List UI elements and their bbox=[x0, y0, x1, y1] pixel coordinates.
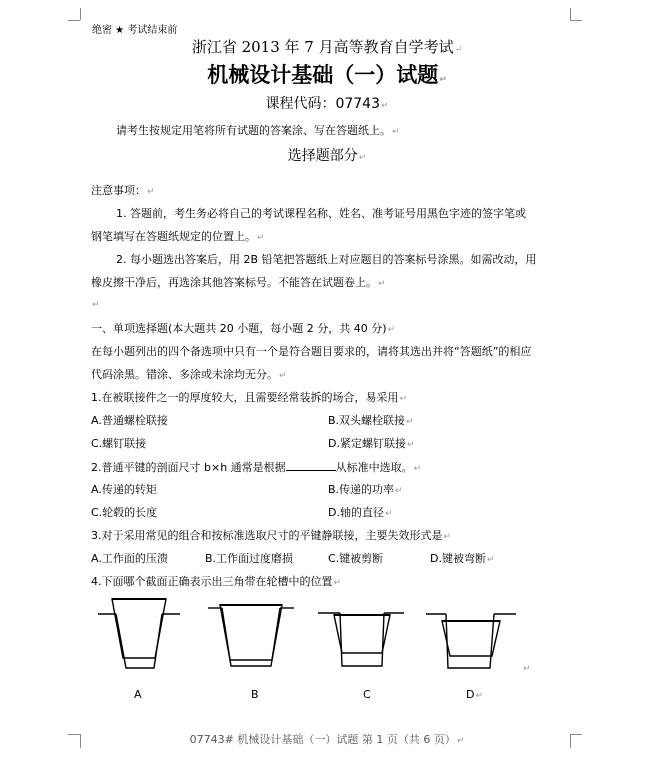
figure-d bbox=[426, 614, 516, 668]
paragraph-mark: ↵ bbox=[523, 664, 531, 674]
section-title-text: 选择题部分 bbox=[287, 148, 358, 164]
paragraph-mark: ↵ bbox=[279, 371, 287, 381]
note-2-line-2-text: 橡皮擦干净后，再选涂其他答案标号。不能答在试题卷上。 bbox=[91, 276, 377, 289]
paragraph-mark: ↵ bbox=[387, 325, 396, 335]
question-1-option-b-text: B.双头螺栓联接 bbox=[328, 414, 406, 427]
figure-a bbox=[98, 598, 180, 668]
paragraph-mark: ↵ bbox=[443, 532, 452, 542]
question-1-option-d-text: D.紧定螺钉联接 bbox=[328, 437, 406, 450]
paragraph-mark: ↵ bbox=[147, 187, 155, 197]
part-1-heading-text: 一、单项选择题(本大题共 20 小题，每小题 2 分，共 40 分) bbox=[91, 322, 387, 335]
question-2-option-c: C.轮毂的长度 bbox=[91, 506, 158, 519]
question-3-option-d-text: D.键被弯断 bbox=[430, 552, 486, 565]
figure-c bbox=[318, 613, 404, 666]
note-2-line-1: 2. 每小题选出答案后，用 2B 铅笔把答题纸上对应题目的答案标号涂黑。如需改动，用 bbox=[116, 253, 537, 266]
paragraph-mark: ↵ bbox=[395, 486, 403, 496]
question-3-stem-text: 3.对于采用常见的组合和按标准选取尺寸的平键静联接，主要失效形式是 bbox=[91, 529, 443, 542]
paragraph-mark: ↵ bbox=[486, 555, 495, 565]
page-title-text: 机械设计基础（一）试题 bbox=[207, 63, 439, 87]
paragraph-mark: ↵ bbox=[378, 279, 386, 289]
confidential-label: 绝密 ★ 考试结束前 bbox=[92, 25, 178, 36]
figure-b bbox=[208, 604, 294, 666]
notes-heading-text: 注意事项： bbox=[91, 184, 146, 197]
exam-name-text: 浙江省 2013 年 7 月高等教育自学考试 bbox=[191, 38, 454, 56]
paragraph-mark: ↵ bbox=[456, 736, 465, 746]
question-3-option-a: A.工作面的压溃 bbox=[91, 552, 168, 565]
question-2-option-a: A.传递的转矩 bbox=[91, 483, 157, 496]
paragraph-mark: ↵ bbox=[392, 127, 400, 137]
page-footer-text: 07743# 机械设计基础（一）试题 第 1 页（共 6 页） bbox=[189, 733, 456, 746]
question-4-stem-text: 4.下面哪个截面正确表示出三角带在轮槽中的位置 bbox=[91, 575, 333, 588]
paragraph-mark: ↵ bbox=[384, 509, 393, 519]
figure-d-label-text: D bbox=[466, 688, 475, 701]
figure-c-label: C bbox=[363, 688, 371, 701]
paragraph-mark: ↵ bbox=[92, 300, 100, 310]
paragraph-mark: ↵ bbox=[475, 691, 484, 701]
paragraph-mark: ↵ bbox=[399, 394, 408, 404]
note-1-line-1: 1. 答题前，考生务必将自己的考试课程名称、姓名、准考证号用黑色字迹的签字笔或 bbox=[116, 207, 526, 220]
paragraph-mark: ↵ bbox=[406, 417, 414, 427]
question-2-option-b-text: B.传递的功率 bbox=[328, 483, 395, 496]
figure-a-label: A bbox=[134, 688, 142, 701]
figure-b-label: B bbox=[251, 688, 259, 701]
figure-d-label bbox=[466, 688, 483, 703]
paragraph-mark: ↵ bbox=[381, 101, 389, 111]
paragraph-mark: ↵ bbox=[439, 75, 447, 85]
question-1-stem-text: 1.在被联接件之一的厚度较大，且需要经常装拆的场合，易采用 bbox=[91, 391, 399, 404]
paragraph-mark: ↵ bbox=[333, 578, 342, 588]
question-2-stem-start: 2.普通平键的剖面尺寸 b×h 通常是根据 bbox=[91, 461, 286, 474]
question-1-option-a: A.普通螺栓联接 bbox=[91, 414, 168, 427]
paragraph-mark: ↵ bbox=[406, 440, 415, 450]
paragraph-mark: ↵ bbox=[413, 464, 422, 474]
paragraph-mark: ↵ bbox=[257, 233, 265, 243]
paragraph-mark: ↵ bbox=[454, 45, 463, 55]
question-1-option-c: C.螺钉联接 bbox=[91, 437, 147, 450]
part-1-intro-line-1: 在每小题列出的四个备选项中只有一个是符合题目要求的，请将其选出并将“答题纸”的相应 bbox=[91, 345, 532, 358]
note-1-line-2-text: 钢笔填写在答题纸规定的位置上。 bbox=[91, 230, 256, 243]
question-3-option-b: B.工作面过度磨损 bbox=[205, 552, 294, 565]
part-1-intro-line-2-text: 代码涂黑。错涂、多涂或未涂均无分。 bbox=[91, 368, 278, 381]
paragraph-mark: ↵ bbox=[358, 153, 367, 163]
question-3-option-c: C.键被剪断 bbox=[328, 552, 384, 565]
page-footer bbox=[0, 733, 654, 748]
question-2-option-d-text: D.轴的直径 bbox=[328, 506, 384, 519]
course-code-text: 课程代码：07743 bbox=[265, 96, 380, 112]
question-2-stem-end: 从标准中选取。 bbox=[335, 461, 413, 474]
instruction-text: 请考生按规定用笔将所有试题的答案涂、写在答题纸上。 bbox=[116, 124, 391, 137]
